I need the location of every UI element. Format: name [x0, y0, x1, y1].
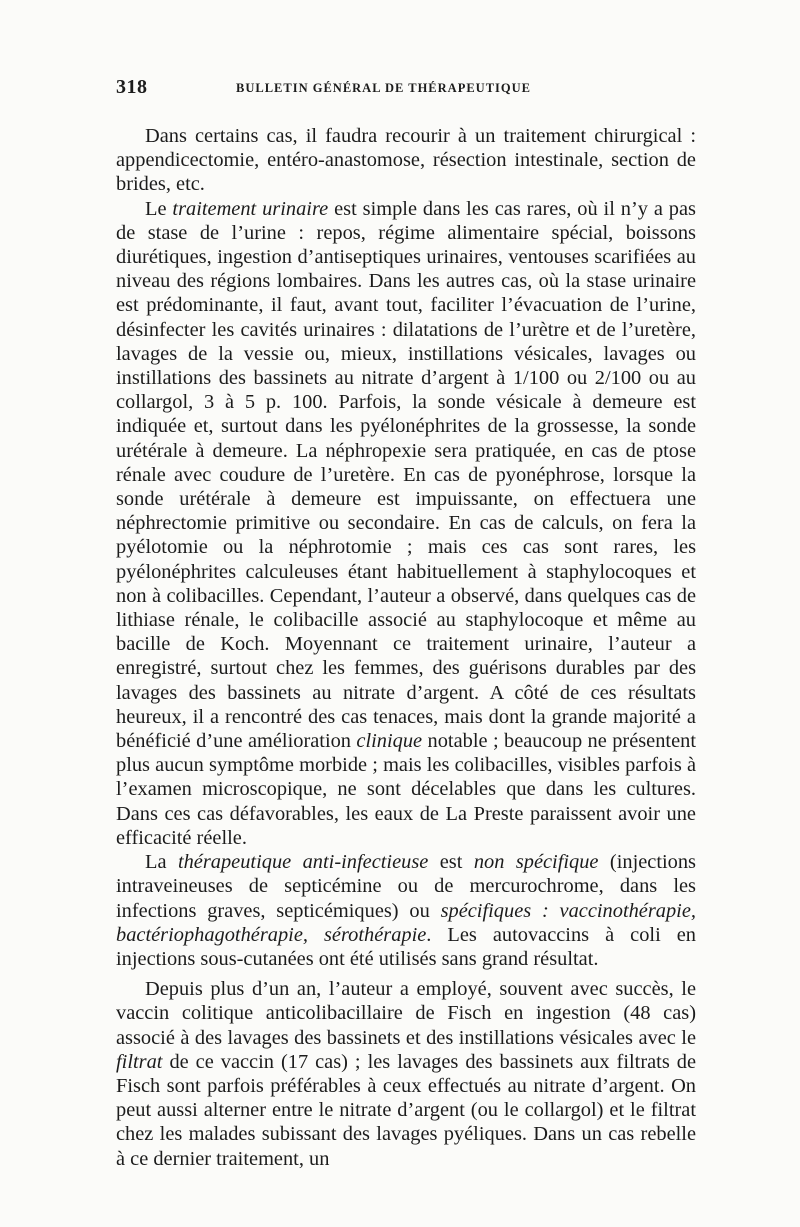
italic-term: spécifiques : vaccinothérapie, bactériophagothérapie, sérothérapie — [116, 899, 696, 946]
paragraph-surgical-treatment — [116, 124, 696, 197]
page-number: 318 — [116, 76, 148, 98]
paragraph-text: Depuis plus d’un an, l’auteur a employé, souvent avec succès, le vaccin colitique anticolibacillaire de Fisch en ingestion (48 cas) associé à des lavages des bassinets et des instillations vésicales avec le — [116, 978, 696, 1049]
body-text — [116, 124, 696, 1171]
paragraph-text: Dans certains cas, il faudra recourir à un traitement chirurgical : appendicectomie, entéro-anastomose, résection intestinale, section de brides, etc. — [116, 125, 696, 196]
italic-term: traitement urinaire — [172, 197, 329, 220]
paragraph-text: est simple dans les cas rares, où il n’y a pas de stase de l’urine : repos, régime alimentaire spécial, boissons diurétiques, ingestion d’antiseptiques urinaires, ventouses scarifiées au niveau des régions lombaires. Dans les autres cas, où la stase urinaire est prédominante, il faut, avant tout, faciliter l’évacuation de l’urine, désinfecter les cavités urinaires : dilatations de l’urètre et de l’uretère, lavages de la vessie ou, mieux, instillations vésicales, lavages ou instillations des bassinets au nitrate d’argent à 1/100 ou 2/100 ou au collargol, 3 à 5 p. 100. Parfois, la sonde vésicale à demeure est indiquée et, surtout dans les pyélonéphrites de la grossesse, la sonde urétérale à demeure. La néphropexie sera pratiquée, en cas de ptose rénale avec coudure de l’uretère. En cas de pyonéphrose, lorsque la sonde urétérale à demeure est impuissante, on effectuera une néphrectomie primitive ou secondaire. En cas de calculs, on fera la pyélotomie ou la néphrotomie ; mais ces cas sont rares, les pyélonéphrites calculeuses étant habituellement à staphylocoques et non à colibacilles. Cependant, l’auteur a observé, dans quelques cas de lithiase rénale, le colibacille associé au staphylocoque et même au bacille de Koch. Moyennant ce traitement urinaire, l’auteur a enregistré, surtout chez les femmes, des guérisons durables par des lavages des bassinets au nitrate d’argent. A côté de ces résultats heureux, il a rencontré des cas tenaces, mais dont la grande majorité a bénéficié d’une amélioration — [116, 197, 696, 753]
paragraph-text: (injections intraveineuses de septicémine ou de mercurochrome, dans les infections graves, septicémiques) ou — [116, 851, 696, 922]
italic-term: clinique — [356, 730, 423, 753]
paragraph-text: est — [428, 851, 474, 874]
paragraph-fisch-vaccine — [116, 977, 696, 1171]
paragraph-urinary-treatment — [116, 197, 696, 850]
italic-term: non spécifique — [473, 851, 599, 874]
paragraph-text: La — [145, 851, 178, 874]
italic-term: filtrat — [116, 1050, 163, 1073]
paragraph-text: . Les autovaccins à coli en injections sous-cutanées ont été utilisés sans grand résultat. — [116, 923, 696, 970]
italic-term: thérapeutique anti-infectieuse — [177, 851, 429, 874]
paragraph-text: de ce vaccin (17 cas) ; les lavages des bassinets aux filtrats de Fisch sont parfois préférables à ceux effectués au nitrate d’argent. On peut aussi alterner entre le nitrate d’argent (ou le collargol) et le filtrat chez les malades subissant des lavages pyéliques. Dans un cas rebelle à ce dernier traitement, un — [116, 1050, 696, 1170]
paragraph-text: notable ; beaucoup ne présentent plus aucun symptôme morbide ; mais les colibacilles, visibles parfois à l’examen microscopique, ne sont décelables que dans les cultures. Dans ces cas défavorables, les eaux de La Preste paraissent avoir une efficacité réelle. — [116, 730, 696, 849]
paragraph-text: Le — [145, 197, 173, 220]
running-title: BULLETIN GÉNÉRAL DE THÉRAPEUTIQUE — [236, 81, 531, 95]
paragraph-anti-infectious-therapy — [116, 850, 696, 971]
page-header — [116, 76, 696, 102]
